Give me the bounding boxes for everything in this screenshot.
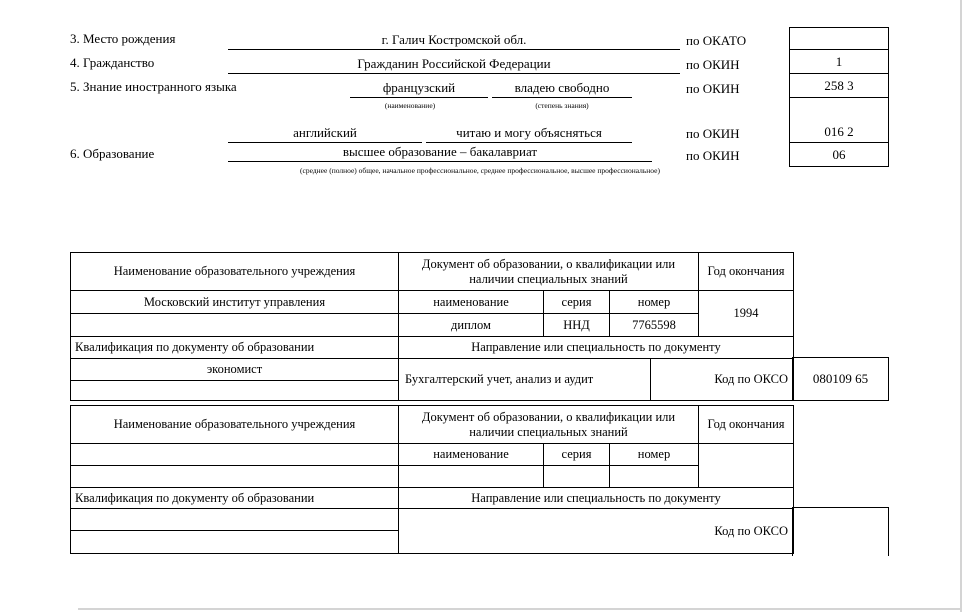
language-1-name: французский (350, 79, 488, 98)
education-levels-caption: (среднее (полное) общее, начальное профессиональное, среднее профессиональное, высшее профессиональное) (300, 166, 660, 175)
okso-label-2: Код по ОКСО (399, 509, 794, 554)
document-header-cell: Документ об образовании, о квалификации или наличии специальных знаний (399, 253, 699, 291)
education-table-2 (70, 405, 794, 554)
doc-name-value-cell: диплом (399, 314, 544, 337)
institution-value-cell (71, 444, 399, 466)
year-header-cell: Год окончания (699, 406, 794, 444)
year-value-cell (699, 444, 794, 488)
language-2-level: читаю и могу объясняться (426, 124, 632, 143)
speciality-value: Бухгалтерский учет, анализ и аудит (399, 359, 651, 400)
qualification-value-cell: экономист (71, 359, 399, 381)
doc-number-value-cell (610, 466, 699, 488)
okin-citizenship-code-box: 1 (789, 49, 889, 74)
document-header-cell: Документ об образовании, о квалификации или наличии специальных знаний (399, 406, 699, 444)
institution-empty-cell (71, 314, 399, 337)
speciality-header-cell: Направление или специальность по документу (399, 337, 794, 359)
okin-language-2-code-box: 016 2 (789, 97, 889, 143)
qualification-header-cell: Квалификация по документу об образовании (71, 488, 399, 509)
okin-education-label: по ОКИН (686, 148, 740, 163)
qualification-value-cell (71, 509, 399, 531)
institution-value-cell: Московский институт управления (71, 291, 399, 314)
okin-language-1-code-box: 258 3 (789, 73, 889, 98)
language-level-caption: (степень знания) (535, 101, 589, 110)
okin-education-code-box: 06 (789, 142, 889, 167)
year-value-cell: 1994 (699, 291, 794, 337)
doc-name-label-cell: наименование (399, 291, 544, 314)
doc-name-label-cell: наименование (399, 444, 544, 466)
institution-header-cell: Наименование образовательного учреждения (71, 406, 399, 444)
doc-series-label-cell: серия (544, 291, 610, 314)
doc-name-value-cell (399, 466, 544, 488)
doc-number-label-cell: номер (610, 291, 699, 314)
language-2-name: английский (228, 124, 422, 143)
education-value: высшее образование – бакалавриат (228, 143, 652, 162)
language-name-caption: (наименование) (384, 101, 436, 110)
institution-empty-cell (71, 466, 399, 488)
education-table-1 (70, 252, 794, 401)
doc-number-value-cell: 7765598 (610, 314, 699, 337)
language-1-level: владею свободно (492, 79, 632, 98)
okin-citizenship-label: по ОКИН (686, 57, 740, 72)
qualification-header-cell: Квалификация по документу об образовании (71, 337, 399, 359)
place-of-birth-value: г. Галич Костромской обл. (228, 31, 680, 50)
education-label: 6. Образование (70, 146, 155, 161)
speciality-okso-cell (399, 359, 794, 401)
place-of-birth-label: 3. Место рождения (70, 31, 176, 46)
okso-code-box-1: 080109 65 (792, 357, 889, 401)
okato-label: по ОКАТО (686, 33, 747, 48)
code-box-column (789, 27, 889, 167)
foreign-language-label: 5. Знание иностранного языка (70, 79, 237, 94)
okin-language-1-label: по ОКИН (686, 81, 740, 96)
institution-header-cell: Наименование образовательного учреждения (71, 253, 399, 291)
doc-number-label-cell: номер (610, 444, 699, 466)
page-edge-vertical (960, 0, 962, 612)
doc-series-value-cell (544, 466, 610, 488)
qualification-empty-cell (71, 381, 399, 401)
citizenship-value: Гражданин Российской Федерации (228, 55, 680, 74)
doc-series-label-cell: серия (544, 444, 610, 466)
doc-series-value-cell: ННД (544, 314, 610, 337)
year-header-cell: Год окончания (699, 253, 794, 291)
speciality-header-cell: Направление или специальность по документу (399, 488, 794, 509)
citizenship-label: 4. Гражданство (70, 55, 155, 70)
page-edge-horizontal (78, 608, 962, 610)
okso-label-1: Код по ОКСО (714, 372, 788, 386)
okato-code-box (789, 27, 889, 50)
qualification-empty-cell (71, 531, 399, 554)
okso-code-box-2 (792, 507, 889, 556)
okin-language-2-label: по ОКИН (686, 126, 740, 141)
